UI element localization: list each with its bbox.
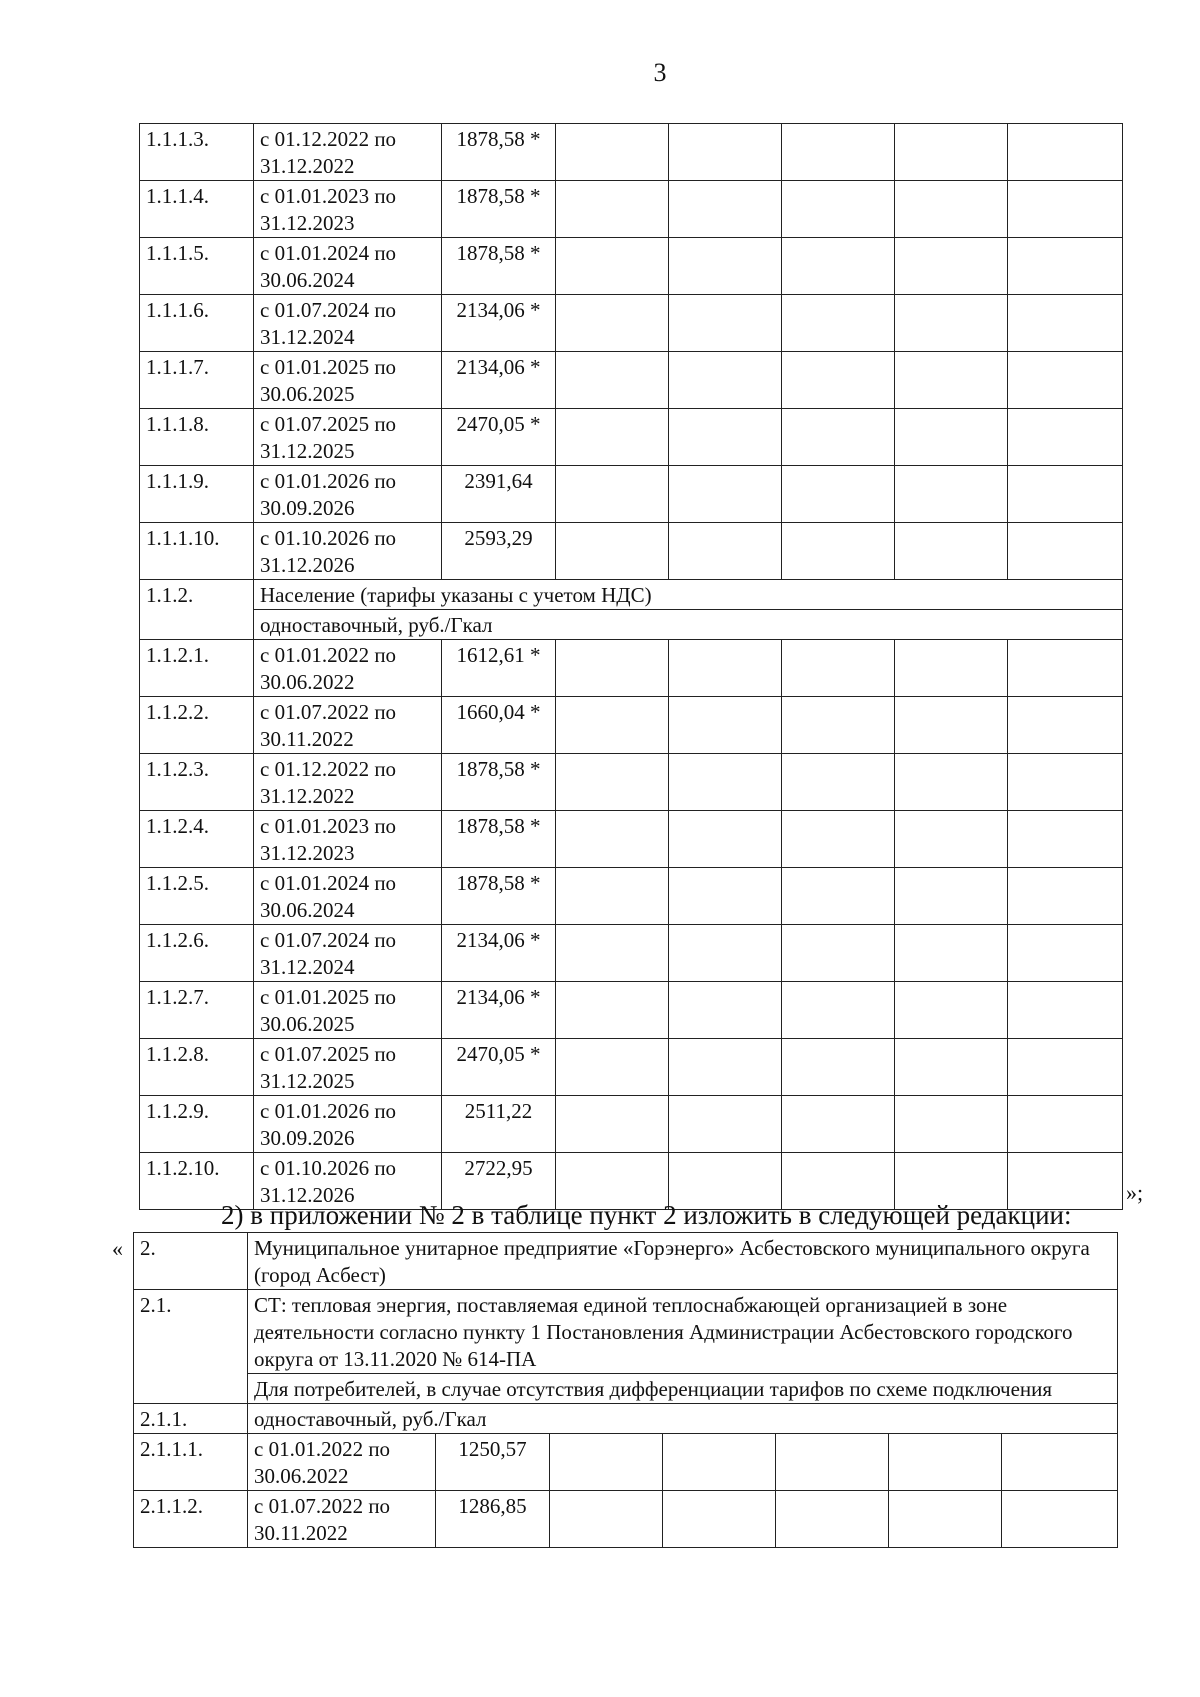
empty-cell [782, 352, 895, 409]
table-row [134, 1434, 1118, 1491]
empty-cell [669, 124, 782, 181]
row-number: 1.1.2.1. [140, 640, 254, 697]
opening-quote-mark: « [112, 1236, 123, 1261]
empty-cell [556, 697, 669, 754]
section-label: Население (тарифы указаны с учетом НДС) [254, 580, 1123, 610]
empty-cell [895, 925, 1008, 982]
empty-cell [889, 1434, 1002, 1491]
empty-cell [782, 811, 895, 868]
tariff-value: 2593,29 [442, 523, 556, 580]
table-row [140, 523, 1123, 580]
tariff-table-top [139, 123, 1123, 1210]
empty-cell [1002, 1491, 1118, 1548]
empty-cell [669, 352, 782, 409]
empty-cell [669, 181, 782, 238]
consumers-description: Для потребителей, в случае отсутствия дифференциации тарифов по схеме подключения [248, 1374, 1118, 1404]
empty-cell [782, 1096, 895, 1153]
empty-cell [556, 238, 669, 295]
empty-cell [1008, 409, 1123, 466]
empty-cell [1008, 523, 1123, 580]
empty-cell [556, 1096, 669, 1153]
table-row [140, 868, 1123, 925]
tariff-value: 2134,06 * [442, 352, 556, 409]
tariff-value: 2470,05 * [442, 1039, 556, 1096]
empty-cell [556, 982, 669, 1039]
table-row [140, 409, 1123, 466]
period-cell: с 01.01.2026 по 30.09.2026 [254, 466, 442, 523]
empty-cell [556, 409, 669, 466]
empty-cell [782, 409, 895, 466]
period-cell: с 01.01.2023 по 31.12.2023 [254, 811, 442, 868]
rate-label: одноставочный, руб./Гкал [248, 1404, 1118, 1434]
period-cell: с 01.07.2022 по 30.11.2022 [254, 697, 442, 754]
empty-cell [1008, 697, 1123, 754]
empty-cell [895, 124, 1008, 181]
empty-cell [776, 1491, 889, 1548]
table-row [140, 352, 1123, 409]
tariff-value: 1878,58 * [442, 238, 556, 295]
empty-cell [782, 697, 895, 754]
row-number: 2.1.1.2. [134, 1491, 248, 1548]
table-row [140, 466, 1123, 523]
empty-cell [782, 124, 895, 181]
empty-cell [669, 868, 782, 925]
empty-cell [669, 811, 782, 868]
empty-cell [556, 295, 669, 352]
tariff-value: 1878,58 * [442, 811, 556, 868]
tariff-value: 1878,58 * [442, 124, 556, 181]
empty-cell [895, 868, 1008, 925]
empty-cell [782, 1039, 895, 1096]
period-cell: с 01.07.2024 по 31.12.2024 [254, 295, 442, 352]
row-number: 1.1.2. [140, 580, 254, 640]
empty-cell [663, 1491, 776, 1548]
tariff-value: 2511,22 [442, 1096, 556, 1153]
org-num: 2. [134, 1233, 248, 1290]
empty-cell [889, 1491, 1002, 1548]
empty-cell [669, 1039, 782, 1096]
tariff-value: 2722,95 [442, 1153, 556, 1210]
empty-cell [669, 754, 782, 811]
empty-cell [782, 868, 895, 925]
empty-cell [895, 523, 1008, 580]
empty-cell [1002, 1434, 1118, 1491]
empty-cell [776, 1434, 889, 1491]
table-row [140, 1039, 1123, 1096]
period-cell: с 01.01.2025 по 30.06.2025 [254, 982, 442, 1039]
period-cell: с 01.12.2022 по 31.12.2022 [254, 124, 442, 181]
tariff-table-bottom [133, 1232, 1118, 1548]
tariff-value: 1612,61 * [442, 640, 556, 697]
row-number: 1.1.2.5. [140, 868, 254, 925]
empty-cell [556, 352, 669, 409]
org-row [134, 1233, 1118, 1290]
empty-cell [782, 466, 895, 523]
empty-cell [782, 523, 895, 580]
empty-cell [669, 409, 782, 466]
empty-cell [895, 409, 1008, 466]
empty-cell [669, 238, 782, 295]
row-number: 1.1.1.3. [140, 124, 254, 181]
tariff-value: 1250,57 [436, 1434, 550, 1491]
empty-cell [782, 754, 895, 811]
row-number: 1.1.2.7. [140, 982, 254, 1039]
empty-cell [1008, 466, 1123, 523]
empty-cell [782, 295, 895, 352]
period-cell: с 01.01.2024 по 30.06.2024 [254, 238, 442, 295]
section-header-row [140, 580, 1123, 610]
row-number: 1.1.2.3. [140, 754, 254, 811]
page-number: 3 [653, 58, 667, 87]
empty-cell [895, 352, 1008, 409]
tariff-value: 2134,06 * [442, 925, 556, 982]
empty-cell [1008, 868, 1123, 925]
empty-cell [782, 925, 895, 982]
rate-row [134, 1404, 1118, 1434]
period-cell: с 01.12.2022 по 31.12.2022 [254, 754, 442, 811]
empty-cell [556, 754, 669, 811]
empty-cell [1008, 754, 1123, 811]
row-number: 1.1.2.10. [140, 1153, 254, 1210]
table-row [140, 124, 1123, 181]
empty-cell [556, 523, 669, 580]
row-number: 1.1.1.4. [140, 181, 254, 238]
empty-cell [669, 640, 782, 697]
empty-cell [669, 1096, 782, 1153]
table-row [134, 1491, 1118, 1548]
empty-cell [669, 697, 782, 754]
period-cell: с 01.07.2022 по 30.11.2022 [248, 1491, 436, 1548]
empty-cell [782, 982, 895, 1039]
period-cell: с 01.07.2025 по 31.12.2025 [254, 1039, 442, 1096]
empty-cell [556, 640, 669, 697]
period-cell: с 01.01.2026 по 30.09.2026 [254, 1096, 442, 1153]
empty-cell [1008, 1039, 1123, 1096]
period-cell: с 01.01.2022 по 30.06.2022 [248, 1434, 436, 1491]
period-cell: с 01.10.2026 по 31.12.2026 [254, 523, 442, 580]
table-row [140, 925, 1123, 982]
empty-cell [1008, 181, 1123, 238]
empty-cell [1008, 295, 1123, 352]
row-number: 1.1.1.5. [140, 238, 254, 295]
period-cell: с 01.01.2024 по 30.06.2024 [254, 868, 442, 925]
empty-cell [782, 238, 895, 295]
empty-cell [556, 868, 669, 925]
period-cell: с 01.01.2025 по 30.06.2025 [254, 352, 442, 409]
empty-cell [895, 754, 1008, 811]
table-row [140, 697, 1123, 754]
empty-cell [895, 295, 1008, 352]
table-row [140, 1096, 1123, 1153]
tariff-value: 1660,04 * [442, 697, 556, 754]
tariff-value: 2134,06 * [442, 982, 556, 1039]
row-number: 1.1.2.2. [140, 697, 254, 754]
empty-cell [1008, 124, 1123, 181]
consumers-row [134, 1374, 1118, 1404]
tariff-value: 2470,05 * [442, 409, 556, 466]
period-cell: с 01.01.2022 по 30.06.2022 [254, 640, 442, 697]
table-row [140, 982, 1123, 1039]
table-row [140, 181, 1123, 238]
row-number: 1.1.2.9. [140, 1096, 254, 1153]
empty-cell [782, 640, 895, 697]
empty-cell [895, 238, 1008, 295]
table-row [140, 754, 1123, 811]
empty-cell [1008, 640, 1123, 697]
empty-cell [895, 697, 1008, 754]
empty-cell [895, 982, 1008, 1039]
org-name: Муниципальное унитарное предприятие «Горэнерго» Асбестовского муниципального округа (город Асбест) [248, 1233, 1118, 1290]
empty-cell [895, 640, 1008, 697]
tariff-value: 1878,58 * [442, 754, 556, 811]
amendment-instruction: 2) в приложении № 2 в таблице пункт 2 изложить в следующей редакции: [221, 1200, 1072, 1230]
empty-cell [669, 925, 782, 982]
st-description: СТ: тепловая энергия, поставляемая единой теплоснабжающей организацией в зоне деятельности согласно пункту 1 Постановления Администрации Асбестовского городского округа от 13.11.2020 № 614-ПА [248, 1290, 1118, 1374]
empty-cell [782, 181, 895, 238]
empty-cell [669, 982, 782, 1039]
empty-cell [663, 1434, 776, 1491]
closing-quote-mark: »; [1126, 1180, 1144, 1205]
empty-cell [556, 925, 669, 982]
empty-cell [556, 811, 669, 868]
period-cell: с 01.07.2025 по 31.12.2025 [254, 409, 442, 466]
empty-cell [550, 1434, 663, 1491]
tariff-value: 2391,64 [442, 466, 556, 523]
empty-cell [669, 466, 782, 523]
empty-cell [1008, 352, 1123, 409]
rate-num: 2.1.1. [134, 1404, 248, 1434]
row-number: 1.1.2.4. [140, 811, 254, 868]
empty-cell [895, 181, 1008, 238]
table-row [140, 238, 1123, 295]
row-number: 2.1.1.1. [134, 1434, 248, 1491]
period-cell: с 01.10.2026 по 31.12.2026 [254, 1153, 442, 1210]
row-number: 1.1.1.6. [140, 295, 254, 352]
st-row [134, 1290, 1118, 1374]
empty-cell [550, 1491, 663, 1548]
table-row [140, 295, 1123, 352]
row-number: 1.1.1.7. [140, 352, 254, 409]
empty-cell [669, 295, 782, 352]
empty-cell [556, 181, 669, 238]
empty-cell [556, 466, 669, 523]
empty-cell [1008, 925, 1123, 982]
tariff-value: 1286,85 [436, 1491, 550, 1548]
tariff-value: 1878,58 * [442, 868, 556, 925]
empty-cell [556, 1039, 669, 1096]
empty-cell [1008, 1096, 1123, 1153]
table-row [140, 811, 1123, 868]
period-cell: с 01.01.2023 по 31.12.2023 [254, 181, 442, 238]
row-number: 1.1.2.8. [140, 1039, 254, 1096]
row-number: 1.1.1.10. [140, 523, 254, 580]
table-row [140, 640, 1123, 697]
row-number: 1.1.1.9. [140, 466, 254, 523]
empty-cell [895, 811, 1008, 868]
section-label: одноставочный, руб./Гкал [254, 610, 1123, 640]
empty-cell [895, 1096, 1008, 1153]
empty-cell [1008, 982, 1123, 1039]
row-number: 1.1.2.6. [140, 925, 254, 982]
row-number: 1.1.1.8. [140, 409, 254, 466]
period-cell: с 01.07.2024 по 31.12.2024 [254, 925, 442, 982]
empty-cell [556, 124, 669, 181]
empty-cell [1008, 238, 1123, 295]
tariff-value: 2134,06 * [442, 295, 556, 352]
empty-cell [1008, 811, 1123, 868]
empty-cell [895, 466, 1008, 523]
section-subheader-row [140, 610, 1123, 640]
st-num: 2.1. [134, 1290, 248, 1404]
empty-cell [895, 1039, 1008, 1096]
tariff-value: 1878,58 * [442, 181, 556, 238]
empty-cell [669, 523, 782, 580]
